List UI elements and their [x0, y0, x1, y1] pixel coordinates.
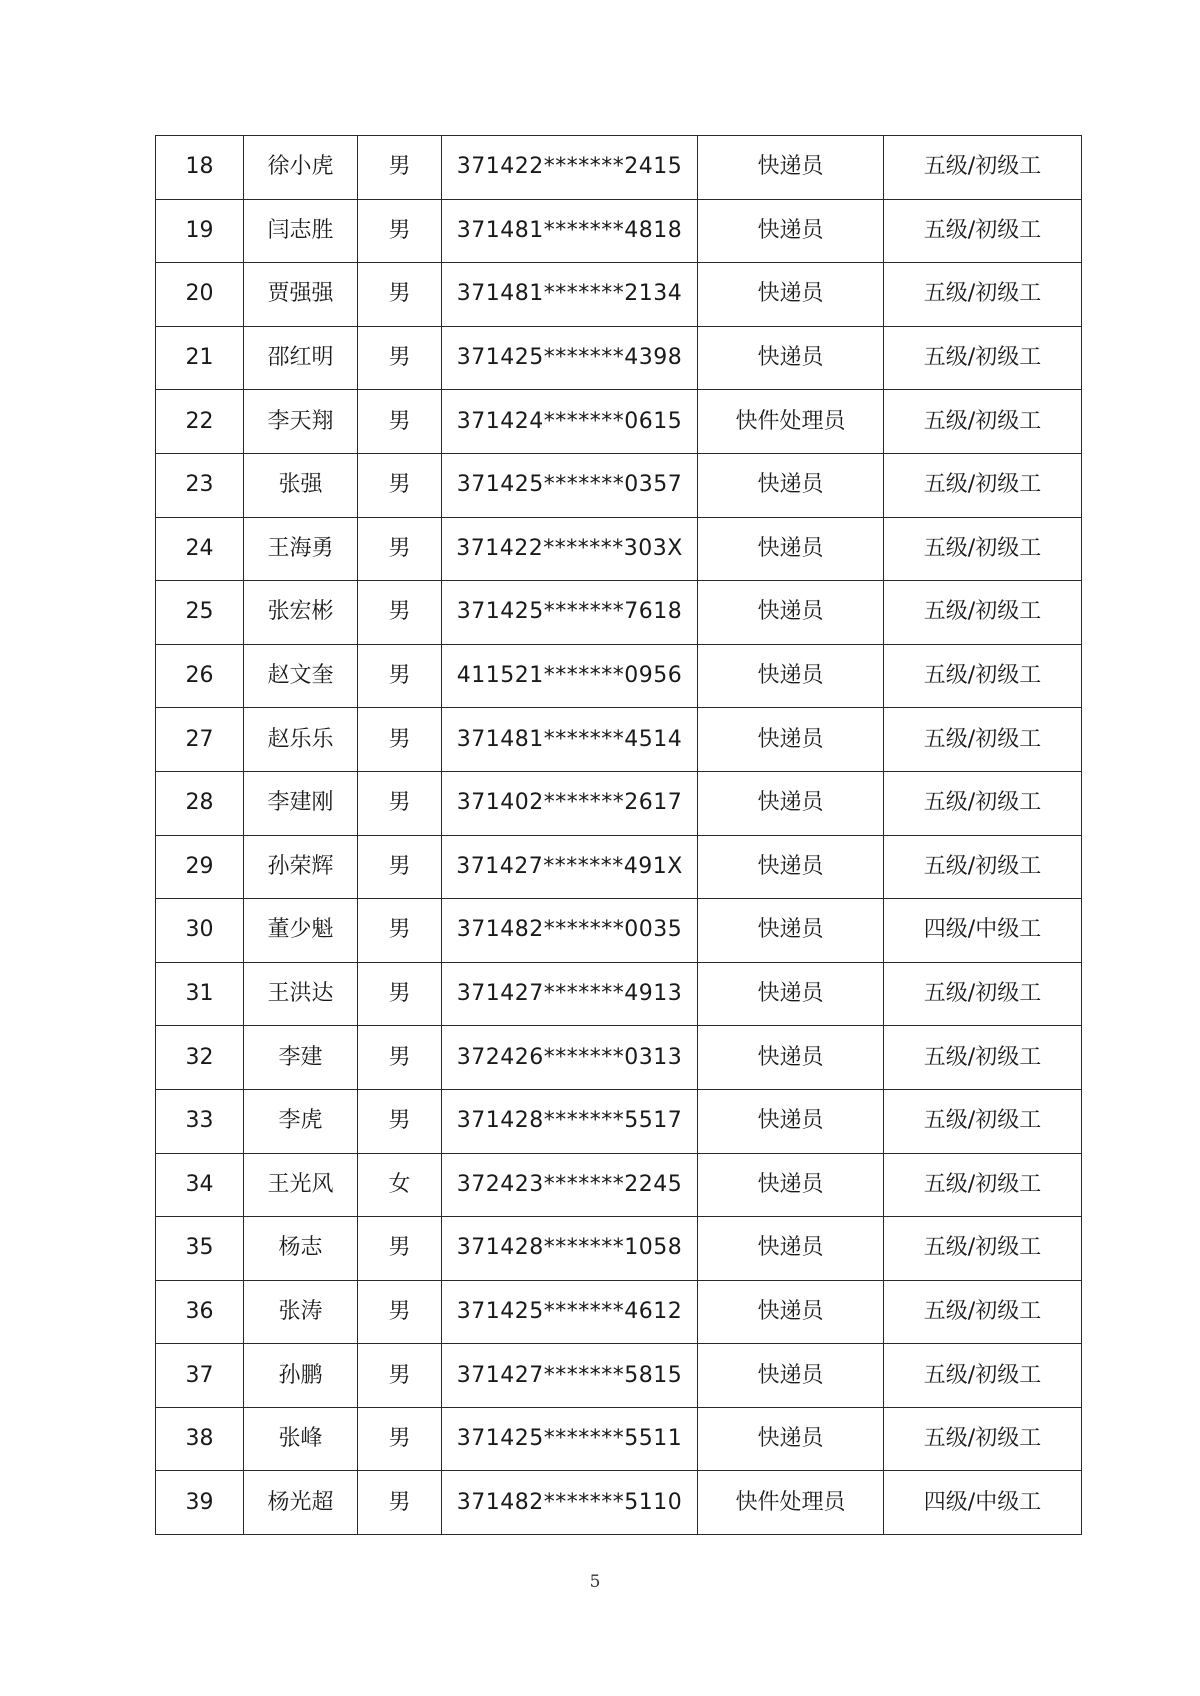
gender-cell: 男	[358, 326, 442, 390]
row-number-cell: 19	[156, 199, 244, 263]
table-row	[156, 962, 1082, 1026]
id-number-cell: 371427*******4913	[442, 962, 698, 1026]
name-cell: 赵文奎	[244, 644, 358, 708]
id-number-cell: 371425*******7618	[442, 581, 698, 645]
row-number-cell: 34	[156, 1153, 244, 1217]
table-row	[156, 1344, 1082, 1408]
roster-table	[155, 135, 1082, 1535]
occupation-cell: 快递员	[698, 326, 884, 390]
name-cell: 张峰	[244, 1407, 358, 1471]
skill-level-cell: 五级/初级工	[884, 199, 1082, 263]
gender-cell: 男	[358, 1089, 442, 1153]
gender-cell: 男	[358, 962, 442, 1026]
row-number-cell: 22	[156, 390, 244, 454]
row-number-cell: 28	[156, 771, 244, 835]
row-number-cell: 18	[156, 136, 244, 200]
name-cell: 张涛	[244, 1280, 358, 1344]
id-number-cell: 371481*******4514	[442, 708, 698, 772]
skill-level-cell: 五级/初级工	[884, 517, 1082, 581]
occupation-cell: 快递员	[698, 1280, 884, 1344]
name-cell: 李建	[244, 1026, 358, 1090]
occupation-cell: 快递员	[698, 708, 884, 772]
occupation-cell: 快递员	[698, 1344, 884, 1408]
gender-cell: 男	[358, 899, 442, 963]
skill-level-cell: 四级/中级工	[884, 1471, 1082, 1535]
gender-cell: 男	[358, 199, 442, 263]
id-number-cell: 371422*******2415	[442, 136, 698, 200]
name-cell: 李建刚	[244, 771, 358, 835]
skill-level-cell: 五级/初级工	[884, 390, 1082, 454]
table-row	[156, 453, 1082, 517]
id-number-cell: 371422*******303X	[442, 517, 698, 581]
id-number-cell: 371425*******4612	[442, 1280, 698, 1344]
name-cell: 贾强强	[244, 263, 358, 327]
id-number-cell: 371428*******1058	[442, 1217, 698, 1281]
name-cell: 董少魁	[244, 899, 358, 963]
skill-level-cell: 五级/初级工	[884, 1344, 1082, 1408]
gender-cell: 男	[358, 390, 442, 454]
table-row	[156, 581, 1082, 645]
gender-cell: 男	[358, 1471, 442, 1535]
skill-level-cell: 五级/初级工	[884, 581, 1082, 645]
table-row	[156, 517, 1082, 581]
table-row	[156, 136, 1082, 200]
occupation-cell: 快递员	[698, 517, 884, 581]
row-number-cell: 33	[156, 1089, 244, 1153]
occupation-cell: 快递员	[698, 771, 884, 835]
occupation-cell: 快递员	[698, 1217, 884, 1281]
skill-level-cell: 五级/初级工	[884, 1407, 1082, 1471]
skill-level-cell: 五级/初级工	[884, 835, 1082, 899]
id-number-cell: 371481*******4818	[442, 199, 698, 263]
occupation-cell: 快递员	[698, 1153, 884, 1217]
occupation-cell: 快递员	[698, 644, 884, 708]
id-number-cell: 371482*******5110	[442, 1471, 698, 1535]
skill-level-cell: 五级/初级工	[884, 263, 1082, 327]
gender-cell: 男	[358, 581, 442, 645]
gender-cell: 男	[358, 263, 442, 327]
id-number-cell: 371427*******5815	[442, 1344, 698, 1408]
occupation-cell: 快递员	[698, 199, 884, 263]
gender-cell: 男	[358, 644, 442, 708]
name-cell: 王海勇	[244, 517, 358, 581]
skill-level-cell: 五级/初级工	[884, 1217, 1082, 1281]
gender-cell: 男	[358, 136, 442, 200]
skill-level-cell: 五级/初级工	[884, 771, 1082, 835]
gender-cell: 男	[358, 835, 442, 899]
skill-level-cell: 五级/初级工	[884, 962, 1082, 1026]
name-cell: 赵乐乐	[244, 708, 358, 772]
table-row	[156, 1153, 1082, 1217]
gender-cell: 男	[358, 517, 442, 581]
skill-level-cell: 四级/中级工	[884, 899, 1082, 963]
table-row	[156, 644, 1082, 708]
skill-level-cell: 五级/初级工	[884, 1026, 1082, 1090]
occupation-cell: 快递员	[698, 1089, 884, 1153]
occupation-cell: 快递员	[698, 835, 884, 899]
name-cell: 王洪达	[244, 962, 358, 1026]
skill-level-cell: 五级/初级工	[884, 136, 1082, 200]
id-number-cell: 371427*******491X	[442, 835, 698, 899]
gender-cell: 男	[358, 1407, 442, 1471]
row-number-cell: 35	[156, 1217, 244, 1281]
gender-cell: 男	[358, 453, 442, 517]
table-row	[156, 1280, 1082, 1344]
id-number-cell: 371425*******4398	[442, 326, 698, 390]
gender-cell: 男	[358, 771, 442, 835]
id-number-cell: 371402*******2617	[442, 771, 698, 835]
skill-level-cell: 五级/初级工	[884, 453, 1082, 517]
id-number-cell: 371481*******2134	[442, 263, 698, 327]
occupation-cell: 快递员	[698, 263, 884, 327]
id-number-cell: 372423*******2245	[442, 1153, 698, 1217]
skill-level-cell: 五级/初级工	[884, 1280, 1082, 1344]
row-number-cell: 31	[156, 962, 244, 1026]
table-row	[156, 899, 1082, 963]
name-cell: 杨志	[244, 1217, 358, 1281]
row-number-cell: 38	[156, 1407, 244, 1471]
name-cell: 徐小虎	[244, 136, 358, 200]
occupation-cell: 快递员	[698, 136, 884, 200]
table-row	[156, 771, 1082, 835]
page-number: 5	[589, 1572, 601, 1592]
row-number-cell: 30	[156, 899, 244, 963]
table-row	[156, 326, 1082, 390]
row-number-cell: 23	[156, 453, 244, 517]
name-cell: 杨光超	[244, 1471, 358, 1535]
name-cell: 张强	[244, 453, 358, 517]
name-cell: 李天翔	[244, 390, 358, 454]
id-number-cell: 371425*******5511	[442, 1407, 698, 1471]
table-row	[156, 199, 1082, 263]
skill-level-cell: 五级/初级工	[884, 1089, 1082, 1153]
gender-cell: 男	[358, 1217, 442, 1281]
row-number-cell: 36	[156, 1280, 244, 1344]
table-row	[156, 1407, 1082, 1471]
table-row	[156, 390, 1082, 454]
occupation-cell: 快递员	[698, 962, 884, 1026]
occupation-cell: 快递员	[698, 1026, 884, 1090]
table-row	[156, 1471, 1082, 1535]
table-row	[156, 835, 1082, 899]
gender-cell: 男	[358, 1026, 442, 1090]
skill-level-cell: 五级/初级工	[884, 644, 1082, 708]
id-number-cell: 371428*******5517	[442, 1089, 698, 1153]
name-cell: 李虎	[244, 1089, 358, 1153]
occupation-cell: 快递员	[698, 1407, 884, 1471]
gender-cell: 男	[358, 1344, 442, 1408]
occupation-cell: 快递员	[698, 899, 884, 963]
row-number-cell: 39	[156, 1471, 244, 1535]
gender-cell: 男	[358, 1280, 442, 1344]
row-number-cell: 21	[156, 326, 244, 390]
id-number-cell: 371424*******0615	[442, 390, 698, 454]
table-row	[156, 708, 1082, 772]
id-number-cell: 371425*******0357	[442, 453, 698, 517]
row-number-cell: 27	[156, 708, 244, 772]
row-number-cell: 20	[156, 263, 244, 327]
row-number-cell: 25	[156, 581, 244, 645]
name-cell: 邵红明	[244, 326, 358, 390]
gender-cell: 男	[358, 708, 442, 772]
name-cell: 张宏彬	[244, 581, 358, 645]
name-cell: 孙鹏	[244, 1344, 358, 1408]
skill-level-cell: 五级/初级工	[884, 326, 1082, 390]
occupation-cell: 快件处理员	[698, 390, 884, 454]
row-number-cell: 26	[156, 644, 244, 708]
gender-cell: 女	[358, 1153, 442, 1217]
table-row	[156, 1217, 1082, 1281]
name-cell: 王光风	[244, 1153, 358, 1217]
id-number-cell: 411521*******0956	[442, 644, 698, 708]
skill-level-cell: 五级/初级工	[884, 708, 1082, 772]
row-number-cell: 32	[156, 1026, 244, 1090]
table-row	[156, 1089, 1082, 1153]
occupation-cell: 快递员	[698, 453, 884, 517]
table-row	[156, 263, 1082, 327]
occupation-cell: 快递员	[698, 581, 884, 645]
id-number-cell: 371482*******0035	[442, 899, 698, 963]
name-cell: 孙荣辉	[244, 835, 358, 899]
roster-table-body	[156, 136, 1082, 1535]
name-cell: 闫志胜	[244, 199, 358, 263]
skill-level-cell: 五级/初级工	[884, 1153, 1082, 1217]
row-number-cell: 29	[156, 835, 244, 899]
occupation-cell: 快件处理员	[698, 1471, 884, 1535]
table-row	[156, 1026, 1082, 1090]
id-number-cell: 372426*******0313	[442, 1026, 698, 1090]
row-number-cell: 24	[156, 517, 244, 581]
row-number-cell: 37	[156, 1344, 244, 1408]
